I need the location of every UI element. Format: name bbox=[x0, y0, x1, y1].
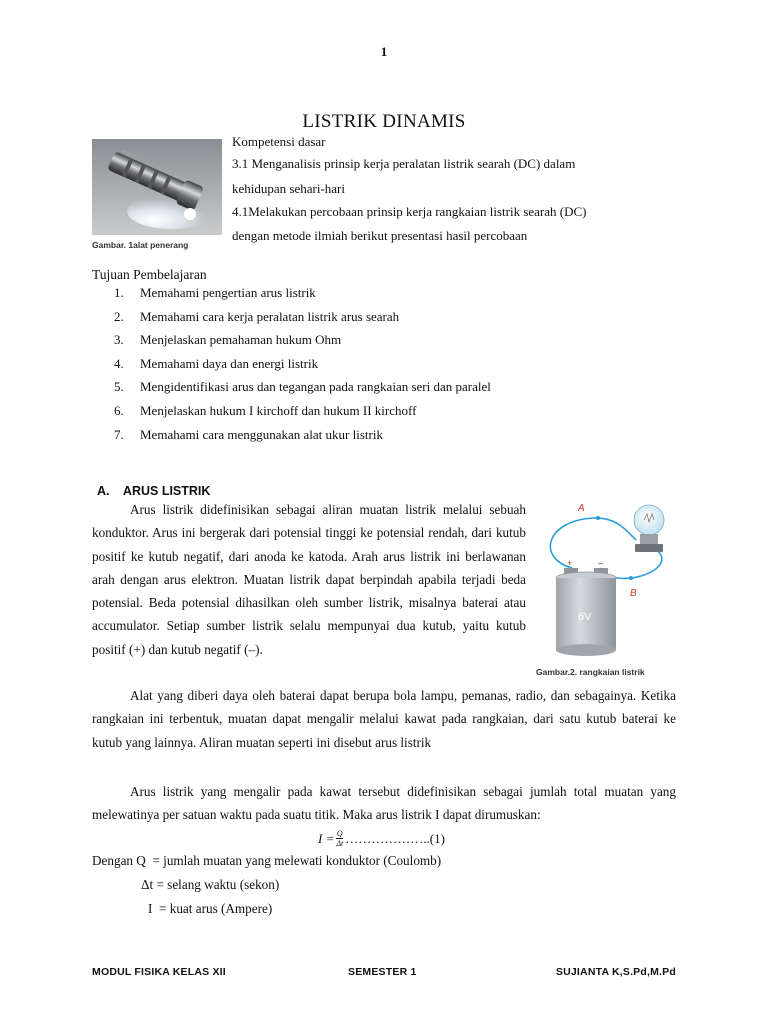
list-item: 1. Memahami pengertian arus listrik bbox=[114, 285, 316, 300]
list-item: 4. Memahami daya dan energi listrik bbox=[114, 355, 319, 371]
kompetensi-line: kehidupan sehari-hari bbox=[232, 181, 345, 196]
kompetensi-line: 4.1Melakukan percobaan prinsip kerja rangkaian listrik searah (DC) bbox=[232, 204, 587, 219]
list-item: 7. Memahami cara menggunakan alat ukur listrik bbox=[114, 426, 383, 442]
footer-semester: SEMESTER 1 bbox=[348, 966, 417, 978]
objectives-heading: Tujuan Pembelajaran bbox=[92, 267, 207, 282]
kompetensi-heading: Kompetensi dasar bbox=[232, 134, 326, 149]
objectives-list bbox=[114, 284, 491, 449]
kompetensi-line: dengan metode ilmiah berikut presentasi hasil percobaan bbox=[232, 228, 528, 243]
formula-equation-number: ………………..(1) bbox=[345, 830, 445, 846]
paragraph-arus-definition: Arus listrik didefinisikan sebagai aliran muatan listrik melalui sebuah konduktor. Arus ini bergerak dari potensial tinggi ke potensial rendah, dari kutub positif ke kutub negatif, dari anoda ke katoda. Arah arus listrik ini berlawanan arah dengan arus elektron. Muatan listrik dapat berpindah apabila terjadi beda potensial. Beda potensial dihasilkan oleh sumber listrik, misalnya baterai atau accumulator. Setiap sumber listrik selalu mempunyai dua kutub, yaitu kutub positif (+) dan kutub negatif (–). bbox=[92, 502, 526, 657]
figure-2-caption: Gambar.2. rangkaian listrik bbox=[536, 667, 645, 677]
point-b-label: B bbox=[630, 588, 637, 599]
battery-minus-label: – bbox=[598, 558, 604, 568]
list-item: 3. Menjelaskan pemahaman hukum Ohm bbox=[114, 332, 342, 348]
kompetensi-line: 3.1 Menganalisis prinsip kerja peralatan listrik searah (DC) dalam bbox=[232, 156, 576, 171]
paragraph-battery-devices: Alat yang diberi daya oleh baterai dapat berupa bola lampu, pemanas, radio, dan sebagainya. Ketika rangkaian ini terbentuk, muatan dapat mengalir melalui kawat pada rangkaian, dari satu kutub baterai ke kutub yang lainnya. Aliran muatan seperti ini disebut arus listrik bbox=[92, 688, 676, 750]
definition-delta-t: Δt = selang waktu (sekon) bbox=[141, 877, 280, 892]
definition-q: Dengan Q = jumlah muatan yang melewati konduktor (Coulomb) bbox=[92, 853, 442, 868]
footer-module-title: MODUL FISIKA KELAS XII bbox=[92, 966, 226, 978]
flashlight-photo bbox=[92, 139, 222, 235]
list-item: 5. Mengidentifikasi arus dan tegangan pada rangkaian seri dan paralel bbox=[114, 379, 491, 395]
battery-plus-label: + bbox=[567, 558, 573, 568]
definition-i: I = kuat arus (Ampere) bbox=[148, 901, 273, 916]
circuit-diagram bbox=[536, 498, 676, 658]
list-item: 2. Memahami cara kerja peralatan listrik arus searah bbox=[114, 308, 400, 324]
battery-voltage-label: 6V bbox=[578, 611, 592, 623]
figure-1-caption: Gambar. 1alat penerang bbox=[92, 240, 189, 250]
light-bulb-icon bbox=[634, 505, 664, 552]
page-number: 1 bbox=[380, 44, 388, 59]
paragraph-current-formula-intro: Arus listrik yang mengalir pada kawat tersebut didefinisikan sebagai jumlah total muatan yang melewatinya per satuan waktu pada suatu titik. Maka arus listrik I dapat dirumuskan: bbox=[92, 784, 676, 823]
page-title: LISTRIK DINAMIS bbox=[302, 111, 466, 132]
footer-author: SUJIANTA K,S.Pd,M.Pd bbox=[555, 966, 676, 978]
formula-fraction: $\frac{Q}{\Delta t}$ bbox=[336, 829, 344, 848]
section-heading-arus-listrik: A. ARUS LISTRIK bbox=[97, 484, 211, 498]
formula-lhs: I = bbox=[318, 830, 335, 846]
point-a-label: A bbox=[578, 503, 585, 514]
wire-top bbox=[550, 518, 636, 568]
flashlight-icon bbox=[92, 139, 222, 235]
list-item: 6. Menjelaskan hukum I kirchoff dan hukum II kirchoff bbox=[114, 402, 417, 418]
current-formula bbox=[318, 829, 445, 848]
